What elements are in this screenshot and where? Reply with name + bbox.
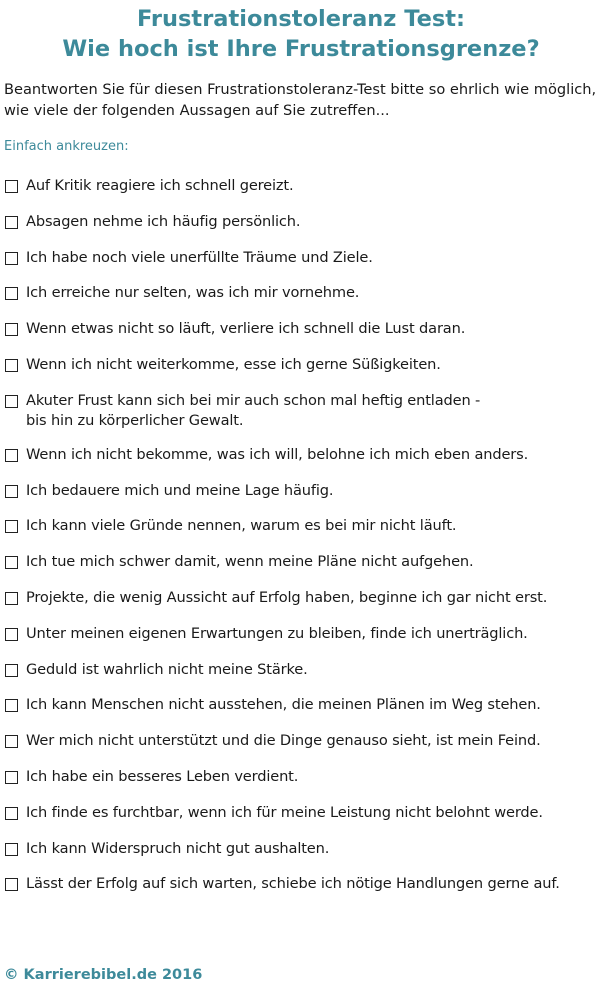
copyright-footer: © Karrierebibel.de 2016 <box>4 967 203 983</box>
statement-text: Ich finde es furchtbar, wenn ich für meine Leistung nicht belohnt werde. <box>26 803 543 821</box>
statement-text: Unter meinen eigenen Erwartungen zu bleiben, finde ich unerträglich. <box>26 624 528 642</box>
statement-text: Ich kann Widerspruch nicht gut aushalten. <box>26 839 330 857</box>
page-title <box>0 0 602 64</box>
statement-text: Ich kann Menschen nicht ausstehen, die meinen Plänen im Weg stehen. <box>26 696 541 714</box>
checkbox[interactable] <box>5 628 18 641</box>
instruction-label: Einfach ankreuzen: <box>4 139 129 154</box>
statement-item <box>4 588 602 608</box>
statement-text: Ich habe ein besseres Leben verdient. <box>26 767 299 785</box>
statement-checklist <box>4 176 602 910</box>
checkbox[interactable] <box>5 878 18 891</box>
statement-item <box>4 552 602 572</box>
checkbox[interactable] <box>5 735 18 748</box>
statement-item <box>4 283 602 303</box>
checkbox[interactable] <box>5 520 18 533</box>
title-line-1: Frustrationstoleranz Test: <box>137 6 465 32</box>
checkbox[interactable] <box>5 771 18 784</box>
statement-item <box>4 624 602 644</box>
statement-text: Ich habe noch viele unerfüllte Träume und Ziele. <box>26 248 373 266</box>
checkbox[interactable] <box>5 359 18 372</box>
statement-item <box>4 767 602 787</box>
statement-item <box>4 839 602 859</box>
statement-item <box>4 355 602 375</box>
statement-item <box>4 248 602 268</box>
statement-text <box>26 391 480 431</box>
statement-text-line-1: Akuter Frust kann sich bei mir auch schon mal heftig entladen - <box>26 391 481 409</box>
checkbox[interactable] <box>5 287 18 300</box>
checkbox[interactable] <box>5 449 18 462</box>
statement-text: Ich bedauere mich und meine Lage häufig. <box>26 481 334 499</box>
statement-item <box>4 319 602 339</box>
statement-item <box>4 874 602 894</box>
statement-item <box>4 516 602 536</box>
statement-item <box>4 212 602 232</box>
statement-text: Geduld ist wahrlich nicht meine Stärke. <box>26 660 308 678</box>
statement-item <box>4 481 602 501</box>
statement-item <box>4 731 602 751</box>
statement-text: Ich kann viele Gründe nennen, warum es bei mir nicht läuft. <box>26 517 457 535</box>
statement-item <box>4 391 602 431</box>
statement-text: Wer mich nicht unterstützt und die Dinge genauso sieht, ist mein Feind. <box>26 732 541 750</box>
intro-text: Beantworten Sie für diesen Frustrationstoleranz-Test bitte so ehrlich wie möglich, wie viele der folgenden Aussagen auf Sie zutreffen... <box>4 81 597 119</box>
statement-item <box>4 803 602 823</box>
checkbox[interactable] <box>5 180 18 193</box>
checkbox[interactable] <box>5 252 18 265</box>
statement-item <box>4 695 602 715</box>
checkbox[interactable] <box>5 699 18 712</box>
checkbox[interactable] <box>5 323 18 336</box>
statement-text: Ich erreiche nur selten, was ich mir vornehme. <box>26 284 360 302</box>
statement-text: Absagen nehme ich häufig persönlich. <box>26 212 301 230</box>
statement-text: Projekte, die wenig Aussicht auf Erfolg haben, beginne ich gar nicht erst. <box>26 588 548 606</box>
checkbox[interactable] <box>5 216 18 229</box>
statement-text-line-2: bis hin zu körperlicher Gewalt. <box>26 411 244 429</box>
statement-text: Wenn ich nicht bekomme, was ich will, belohne ich mich eben anders. <box>26 445 529 463</box>
statement-item <box>4 660 602 680</box>
statement-item <box>4 445 602 465</box>
statement-text: Ich tue mich schwer damit, wenn meine Pläne nicht aufgehen. <box>26 553 474 571</box>
title-line-2: Wie hoch ist Ihre Frustrationsgrenze? <box>62 36 540 62</box>
checkbox[interactable] <box>5 807 18 820</box>
checkbox[interactable] <box>5 843 18 856</box>
checkbox[interactable] <box>5 485 18 498</box>
statement-text: Wenn ich nicht weiterkomme, esse ich gerne Süßigkeiten. <box>26 355 441 373</box>
statement-text: Wenn etwas nicht so läuft, verliere ich schnell die Lust daran. <box>26 320 466 338</box>
checkbox[interactable] <box>5 395 18 408</box>
checkbox[interactable] <box>5 592 18 605</box>
checkbox[interactable] <box>5 556 18 569</box>
statement-item <box>4 176 602 196</box>
checkbox[interactable] <box>5 664 18 677</box>
statement-text: Lässt der Erfolg auf sich warten, schiebe ich nötige Handlungen gerne auf. <box>26 875 560 893</box>
statement-text: Auf Kritik reagiere ich schnell gereizt. <box>26 177 294 194</box>
